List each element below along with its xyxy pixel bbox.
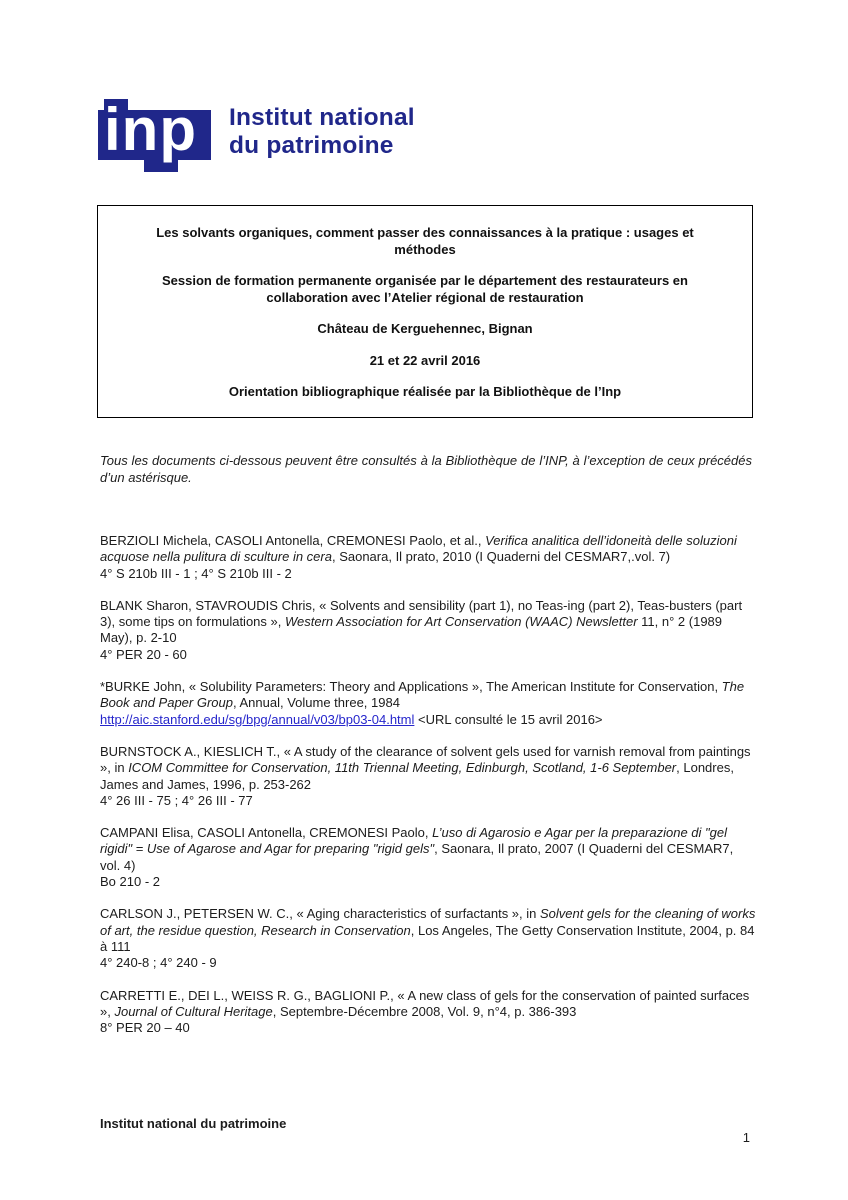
- citation-text: 11, n° 2 (1989 May), p. 2-10: [100, 614, 723, 646]
- brand-line-1: Institut national: [229, 104, 415, 131]
- entry-citation: [100, 679, 756, 728]
- citation-text: BLANK Sharon, STAVROUDIS Chris, « Solvents and sensibility (part 1), no Teas-ing (part 2), Teas-busters (part 3), some tips on formulations »,: [100, 597, 743, 630]
- title-box-session-subtitle: Session de formation permanente organisée par le département des restaurateurs en collaboration avec l’Atelier régional de restauration: [162, 273, 688, 305]
- brand-line-2: du patrimoine: [229, 131, 394, 159]
- citation-text: *BURKE John, « Solubility Parameters: Theory and Applications », The American Institute for Conservation,: [100, 679, 722, 695]
- entry-citation: [100, 906, 756, 955]
- call-number: 4° 240-8 ; 4° 240 - 9: [100, 955, 217, 971]
- inp-logo-icon: [98, 99, 211, 172]
- bibliography-list: [100, 533, 756, 1052]
- inp-logo: [98, 99, 211, 172]
- call-number: Bo 210 - 2: [100, 874, 160, 890]
- bibliography-entry: [100, 744, 756, 809]
- citation-text: , Saonara, Il prato, 2007 (I Quaderni del CESMAR7, vol. 4): [100, 841, 734, 873]
- title-box-session-title: Les solvants organiques, comment passer des connaissances à la pratique : usages et méthodes: [156, 225, 694, 257]
- entry-citation: [100, 744, 756, 793]
- citation-work-title: L’uso di Agarosio e Agar per la preparazione di "gel rigidi" = Use of Agarose and Agar for preparing "rigid gels": [100, 825, 728, 857]
- citation-text: , Septembre-Décembre 2008, Vol. 9, n°4, p. 386-393: [272, 1003, 577, 1019]
- bibliography-entry: [100, 988, 756, 1037]
- citation-work-title: Journal of Cultural Heritage: [114, 1003, 273, 1019]
- citation-text: CARLSON J., PETERSEN W. C., « Aging characteristics of surfactants », in: [100, 906, 540, 922]
- title-box-credit: Orientation bibliographique réalisée par la Bibliothèque de l’Inp: [228, 384, 622, 399]
- bibliography-entry: [100, 598, 756, 663]
- bibliography-entry: [100, 906, 756, 971]
- entry-citation: [100, 988, 756, 1021]
- citation-url-link[interactable]: http://aic.stanford.edu/sg/bpg/annual/v03/bp03-04.html: [100, 711, 415, 727]
- bibliography-entry: [100, 533, 756, 582]
- call-number: 4° 26 III - 75 ; 4° 26 III - 77: [100, 792, 253, 808]
- citation-text: CARRETTI E., DEI L., WEISS R. G., BAGLIONI P., « A new class of gels for the conservation of painted surfaces »,: [100, 987, 750, 1019]
- footer-institution: Institut national du patrimoine: [100, 1116, 287, 1131]
- title-box: [97, 205, 753, 418]
- entry-citation: [100, 825, 756, 874]
- entry-citation: [100, 533, 756, 566]
- citation-text: CAMPANI Elisa, CASOLI Antonella, CREMONESI Paolo,: [100, 825, 433, 841]
- citation-text: , Los Angeles, The Getty Conservation Institute, 2004, p. 84 à 111: [100, 922, 755, 954]
- title-box-date: 21 et 22 avril 2016: [369, 352, 481, 368]
- call-number: 4° PER 20 - 60: [100, 646, 187, 662]
- logo-text: inp: [104, 99, 197, 163]
- title-box-location: Château de Kerguehennec, Bignan: [317, 321, 533, 336]
- call-number: 4° S 210b III - 1 ; 4° S 210b III - 2: [100, 565, 292, 581]
- page-number: 1: [742, 1130, 750, 1145]
- citation-work-title: Solvent gels for the cleaning of works of art, the residue question, Research in Conservation: [100, 906, 756, 938]
- citation-text: BERZIOLI Michela, CASOLI Antonella, CREMONESI Paolo, et al.,: [100, 533, 486, 548]
- citation-work-title: Verifica analitica dell’idoneità delle soluzioni acquose nella pulitura di sculture in cera: [100, 533, 737, 565]
- bibliography-entry: [100, 825, 756, 890]
- citation-text: BURNSTOCK A., KIESLICH T., « A study of the clearance of solvent gels used for varnish removal from paintings », in: [100, 743, 751, 776]
- citation-work-title: The Book and Paper Group: [100, 679, 745, 711]
- citation-work-title: Western Association for Art Conservation (WAAC) Newsletter: [284, 614, 638, 630]
- citation-text: , Londres, James and James, 1996, p. 253-262: [100, 760, 734, 792]
- citation-text: , Saonara, Il prato, 2010 (I Quaderni del CESMAR7,.vol. 7): [331, 549, 671, 565]
- intro-note: Tous les documents ci-dessous peuvent être consultés à la Bibliothèque de l’INP, à l’exception de ceux précédés d’un astérisque.: [100, 453, 752, 485]
- entry-citation: [100, 598, 756, 647]
- brand-name: [229, 104, 415, 159]
- citation-work-title: ICOM Committee for Conservation, 11th Triennal Meeting, Edinburgh, Scotland, 1-6 September: [128, 760, 677, 776]
- bibliography-entry: [100, 679, 756, 728]
- citation-text: <URL consulté le 15 avril 2016>: [414, 711, 603, 727]
- call-number: 8° PER 20 – 40: [100, 1020, 190, 1036]
- citation-text: , Annual, Volume three, 1984: [232, 695, 400, 711]
